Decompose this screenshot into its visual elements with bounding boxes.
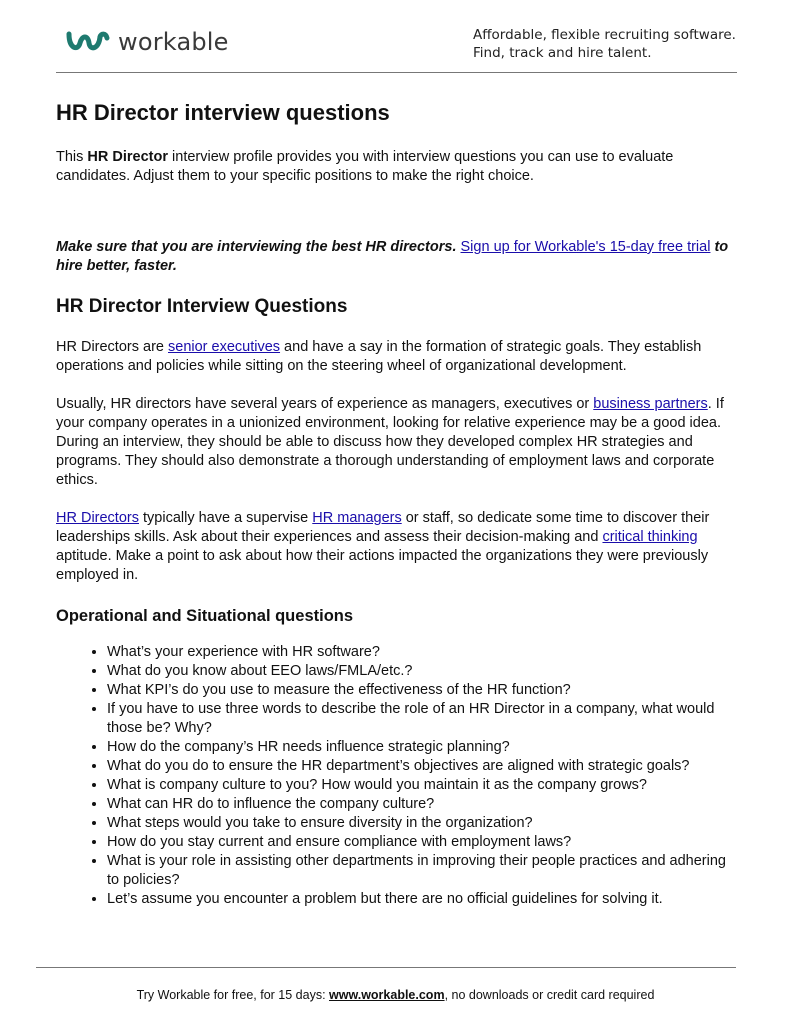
- list-item: • If you have to use three words to describe the role of an HR Director in a company, what would those be? Why?: [107, 700, 736, 738]
- list-item: • What’s your experience with HR software?: [107, 643, 736, 662]
- paragraph-2: [56, 395, 736, 490]
- cta-end: to hire better, faster.: [56, 239, 729, 274]
- paragraph-3-text-b: or staff, so dedicate some time to discover their leaderships skills. Ask about their experiences and assess their decision-making and: [56, 510, 710, 545]
- paragraph-1-text-a: HR Directors are: [56, 339, 168, 355]
- paragraph-3-text-c: aptitude. Make a point to ask about how their actions impacted the organizations they were previously employed in.: [56, 548, 709, 583]
- workable-logo[interactable]: [66, 28, 229, 56]
- footer-text-post: , no downloads or credit card required: [444, 988, 655, 1002]
- intro-text-post: interview profile provides you with interview questions you can use to evaluate candidates. Adjust them to your specific positions to make the right choice.: [56, 149, 674, 184]
- subsection-heading: Operational and Situational questions: [56, 607, 354, 625]
- list-item: • What do you do to ensure the HR department’s objectives are aligned with strategic goals?: [107, 757, 736, 776]
- hr-managers-link[interactable]: HR managers: [312, 510, 402, 526]
- cta-paragraph: [56, 238, 736, 276]
- intro-role-bold: HR Director: [87, 149, 168, 165]
- paragraph-3-text-a: typically have a supervise: [138, 510, 313, 526]
- page-title: HR Director interview questions: [56, 100, 390, 125]
- brand-name: workable: [118, 28, 229, 56]
- list-item: • Let’s assume you encounter a problem but there are no official guidelines for solving it.: [107, 890, 736, 909]
- list-item: • What KPI’s do you use to measure the effectiveness of the HR function?: [107, 681, 736, 700]
- paragraph-3: [56, 509, 736, 585]
- list-item: • What can HR do to influence the company culture?: [107, 795, 736, 814]
- business-partners-link[interactable]: business partners: [593, 396, 708, 412]
- paragraph-2-text-b: . If your company operates in a unionized environment, looking for relative experience may be a good idea. During an interview, they should be able to discuss how they developed complex HR strategies and programs. They should also demonstrate a thorough understanding of employment laws and corporate ethics.: [56, 396, 724, 488]
- tagline: [473, 26, 736, 62]
- paragraph-1: [56, 338, 736, 376]
- list-item: • How do you stay current and ensure compliance with employment laws?: [107, 833, 736, 852]
- footer-divider: [36, 967, 736, 968]
- tagline-line-1: Affordable, flexible recruiting software.: [473, 27, 736, 43]
- paragraph-1-text-b: and have a say in the formation of strategic goals. They establish operations and policies while sitting on the steering wheel of organizational development.: [56, 339, 702, 374]
- workable-website-link[interactable]: www.workable.com: [329, 988, 445, 1002]
- cta-lead: Make sure that you are interviewing the best HR directors.: [56, 239, 457, 255]
- main-content: [56, 98, 736, 909]
- section-heading: HR Director Interview Questions: [56, 296, 348, 317]
- questions-list: [56, 643, 736, 909]
- page-footer: [0, 987, 791, 1003]
- paragraph-2-text-a: Usually, HR directors have several years of experience as managers, executives or: [56, 396, 594, 412]
- list-item: • What steps would you take to ensure diversity in the organization?: [107, 814, 736, 833]
- workable-logo-icon: [66, 29, 112, 55]
- critical-thinking-link[interactable]: critical thinking: [602, 529, 698, 545]
- page-header: [0, 0, 791, 75]
- free-trial-link[interactable]: Sign up for Workable's 15-day free trial: [460, 239, 711, 255]
- list-item: • How do the company’s HR needs influence strategic planning?: [107, 738, 736, 757]
- intro-paragraph: [56, 148, 736, 186]
- header-divider: [56, 72, 737, 73]
- list-item: • What is your role in assisting other departments in improving their people practices and adhering to policies?: [107, 852, 736, 890]
- footer-text-pre: Try Workable for free, for 15 days:: [136, 988, 330, 1002]
- tagline-line-2: Find, track and hire talent.: [473, 45, 652, 61]
- list-item: • What do you know about EEO laws/FMLA/etc.?: [107, 662, 736, 681]
- intro-text-pre: This: [56, 149, 88, 165]
- senior-executives-link[interactable]: senior executives: [168, 339, 281, 355]
- hr-directors-link[interactable]: HR Directors: [56, 510, 139, 526]
- list-item: • What is company culture to you? How would you maintain it as the company grows?: [107, 776, 736, 795]
